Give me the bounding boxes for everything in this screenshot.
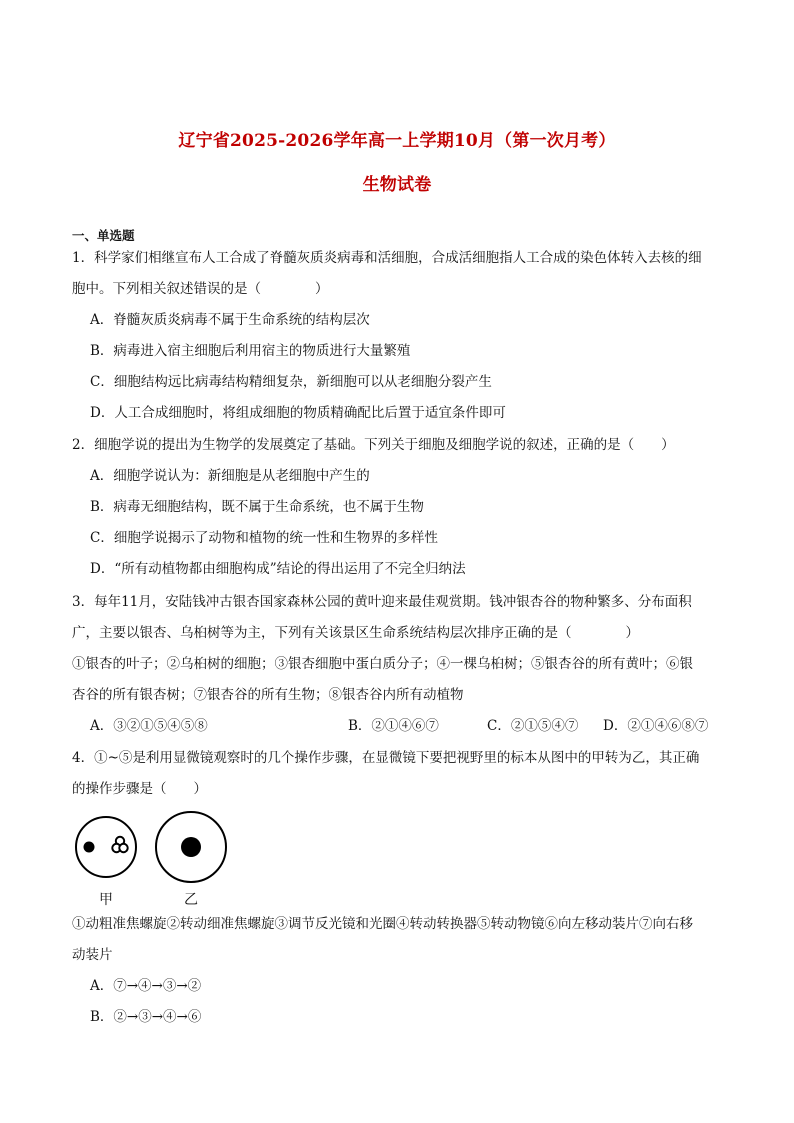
exam-title: 辽宁省2025-2026学年高一上学期10月（第一次月考） bbox=[178, 131, 616, 151]
question-1-option-c: C．细胞结构远比病毒结构精细复杂，新细胞可以从老细胞分裂产生 bbox=[90, 374, 492, 390]
question-1-option-d: D．人工合成细胞时，将组成细胞的物质精确配比后置于适宜条件即可 bbox=[90, 405, 506, 421]
question-3-option-b: B．②①④⑥⑦ bbox=[348, 718, 439, 734]
question-3-option-d: D．②①④⑥⑧⑦ bbox=[603, 718, 709, 734]
label-yi: 乙 bbox=[184, 892, 198, 908]
question-3-items-line-2: 杏谷的所有银杏树；⑦银杏谷的所有生物；⑧银杏谷内所有动植物 bbox=[72, 687, 464, 703]
question-2-option-d: D．“所有动植物都由细胞构成”结论的得出运用了不完全归纳法 bbox=[90, 561, 466, 577]
specimen-dot-yi bbox=[181, 837, 201, 857]
question-4-steps-line-2: 动装片 bbox=[72, 947, 113, 963]
microscope-field-figure bbox=[72, 804, 232, 910]
question-3-option-a: A．③②①⑤④⑤⑧ bbox=[90, 718, 208, 734]
question-3-stem-line-2: 广，主要以银杏、乌桕树等为主，下列有关该景区生命系统结构层次排序正确的是（ ） bbox=[72, 625, 639, 641]
question-1-option-b: B．病毒进入宿主细胞后利用宿主的物质进行大量繁殖 bbox=[90, 343, 411, 359]
section-heading: 一、单选题 bbox=[72, 228, 135, 243]
cell-cluster-icon bbox=[112, 837, 127, 852]
question-1-option-a: A．脊髓灰质炎病毒不属于生命系统的结构层次 bbox=[90, 312, 370, 328]
question-3-options bbox=[90, 716, 720, 736]
question-4-stem-line-1: 4．①~⑤是利用显微镜观察时的几个操作步骤，在显微镜下要把视野里的标本从图中的甲转为乙，其正确 bbox=[72, 750, 700, 766]
exam-subtitle: 生物试卷 bbox=[362, 175, 432, 195]
question-4-stem-line-2: 的操作步骤是（ ） bbox=[72, 781, 207, 797]
question-1-stem-line-1: 1．科学家们相继宣布人工合成了脊髓灰质炎病毒和活细胞，合成活细胞指人工合成的染色体转入去核的细 bbox=[72, 250, 702, 266]
label-jia: 甲 bbox=[99, 892, 113, 908]
specimen-dot-jia bbox=[84, 842, 95, 853]
question-2-option-a: A．细胞学说认为：新细胞是从老细胞中产生的 bbox=[90, 468, 370, 484]
question-2-option-b: B．病毒无细胞结构，既不属于生命系统，也不属于生物 bbox=[90, 499, 424, 515]
question-2-option-c: C．细胞学说揭示了动物和植物的统一性和生物界的多样性 bbox=[90, 530, 438, 546]
question-3-stem-line-1: 3．每年11月，安陆钱冲古银杏国家森林公园的黄叶迎来最佳观赏期。钱冲银杏谷的物种繁多、分布面积 bbox=[72, 594, 692, 610]
question-4-option-a: A．⑦→④→③→② bbox=[90, 978, 202, 994]
question-3-option-c: C．②①⑤④⑦ bbox=[487, 718, 579, 734]
question-4-steps-line-1: ①动粗准焦螺旋②转动细准焦螺旋③调节反光镜和光圈④转动转换器⑤转动物镜⑥向左移动装片⑦向右移 bbox=[72, 916, 693, 932]
question-2-stem: 2．细胞学说的提出为生物学的发展奠定了基础。下列关于细胞及细胞学说的叙述，正确的是（ ） bbox=[72, 437, 675, 453]
question-4-option-b: B．②→③→④→⑥ bbox=[90, 1009, 202, 1025]
question-3-items-line-1: ①银杏的叶子；②乌桕树的细胞；③银杏细胞中蛋白质分子；④一棵乌桕树；⑤银杏谷的所有黄叶；⑥银 bbox=[72, 656, 693, 672]
question-1-stem-line-2: 胞中。下列相关叙述错误的是（ ） bbox=[72, 281, 329, 297]
